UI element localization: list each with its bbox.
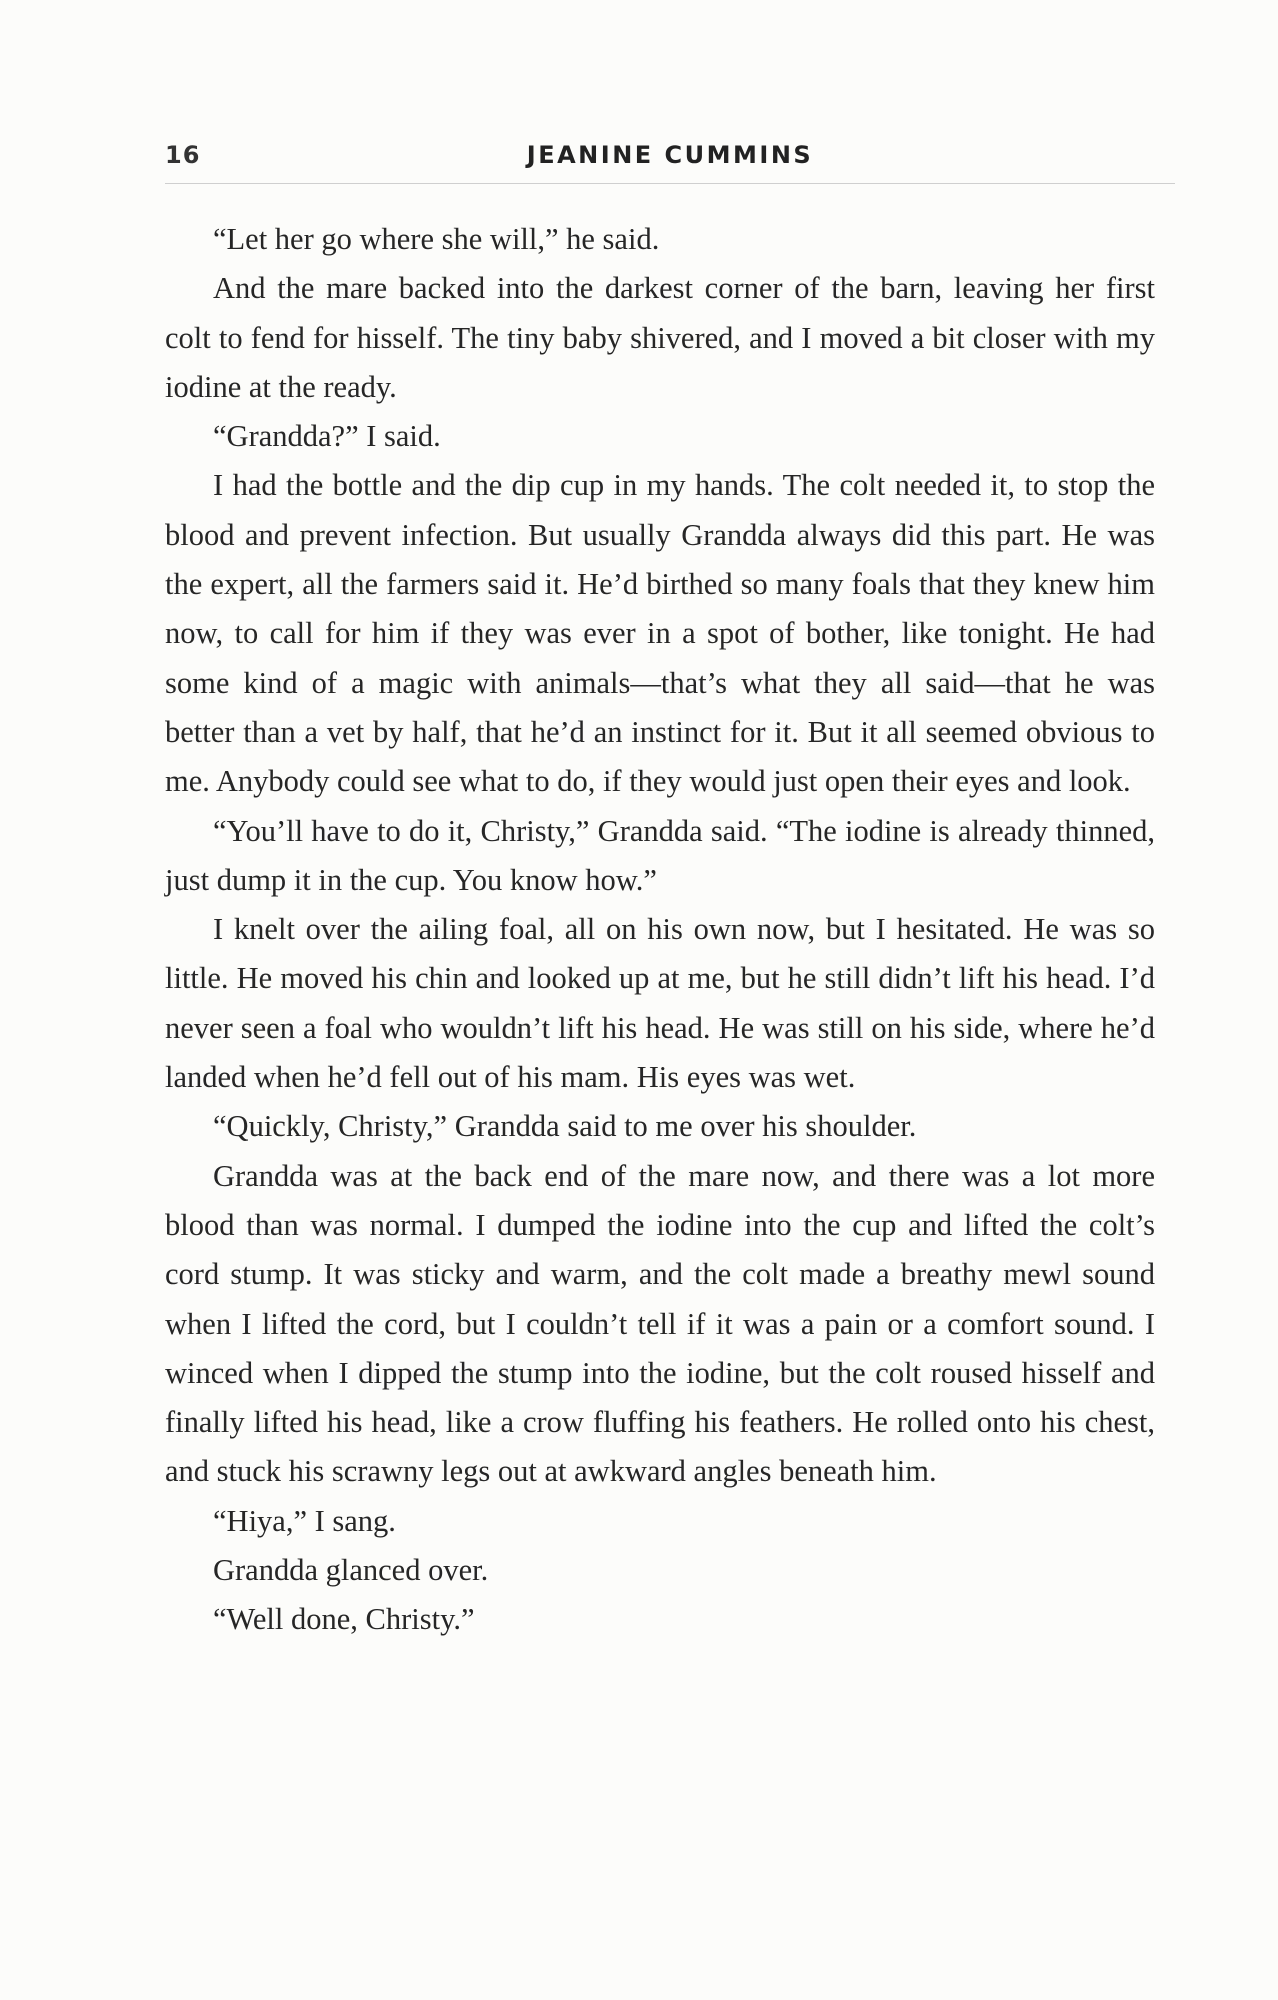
paragraph: “Hiya,” I sang. xyxy=(213,1503,396,1538)
paragraph: “Quickly, Christy,” Grandda said to me over his shoulder. xyxy=(213,1109,917,1144)
body-text xyxy=(165,215,1155,1645)
paragraph: “You’ll have to do it, Christy,” Grandda said. “The iodine is already thinned, just dump it in the cup. You know how.” xyxy=(165,813,1155,897)
paragraph: “Grandda?” I said. xyxy=(213,419,441,454)
paragraph: And the mare backed into the darkest corner of the barn, leaving her first colt to fend for hisself. The tiny baby shivered, and I moved a bit closer with my iodine at the ready. xyxy=(165,271,1155,404)
paragraph: I had the bottle and the dip cup in my hands. The colt needed it, to stop the blood and prevent infection. But usually Grandda always did this part. He was the expert, all the farmers said it. He’d birthed so many foals that they knew him now, to call for him if they was ever in a spot of bother, like tonight. He had some kind of a magic with animals—that’s what they all said—that he was better than a vet by half, that he’d an instinct for it. But it all seemed obvious to me. Anybody could see what to do, if they would just open their eyes and look. xyxy=(165,468,1155,799)
page-header xyxy=(165,137,1175,184)
running-head-author: JEANINE CUMMINS xyxy=(526,141,814,169)
page-number: 16 xyxy=(165,141,201,169)
paragraph: I knelt over the ailing foal, all on his own now, but I hesitated. He was so little. He moved his chin and looked up at me, but he still didn’t lift his head. I’d never seen a foal who wouldn’t lift his head. He was still on his side, where he’d landed when he’d fell out of his mam. His eyes was wet. xyxy=(165,912,1155,1095)
paragraph: Grandda was at the back end of the mare now, and there was a lot more blood than was normal. I dumped the iodine into the cup and lifted the colt’s cord stump. It was sticky and warm, and the colt made a breathy mewl sound when I lifted the cord, but I couldn’t tell if it was a pain or a comfort sound. I winced when I dipped the stump into the iodine, but the colt roused hisself and finally lifted his head, like a crow fluffing his feathers. He rolled onto his chest, and stuck his scrawny legs out at awkward angles beneath him. xyxy=(165,1158,1155,1489)
paragraph: “Well done, Christy.” xyxy=(213,1602,475,1637)
paragraph: “Let her go where she will,” he said. xyxy=(213,222,660,256)
paragraph: Grandda glanced over. xyxy=(213,1553,489,1588)
